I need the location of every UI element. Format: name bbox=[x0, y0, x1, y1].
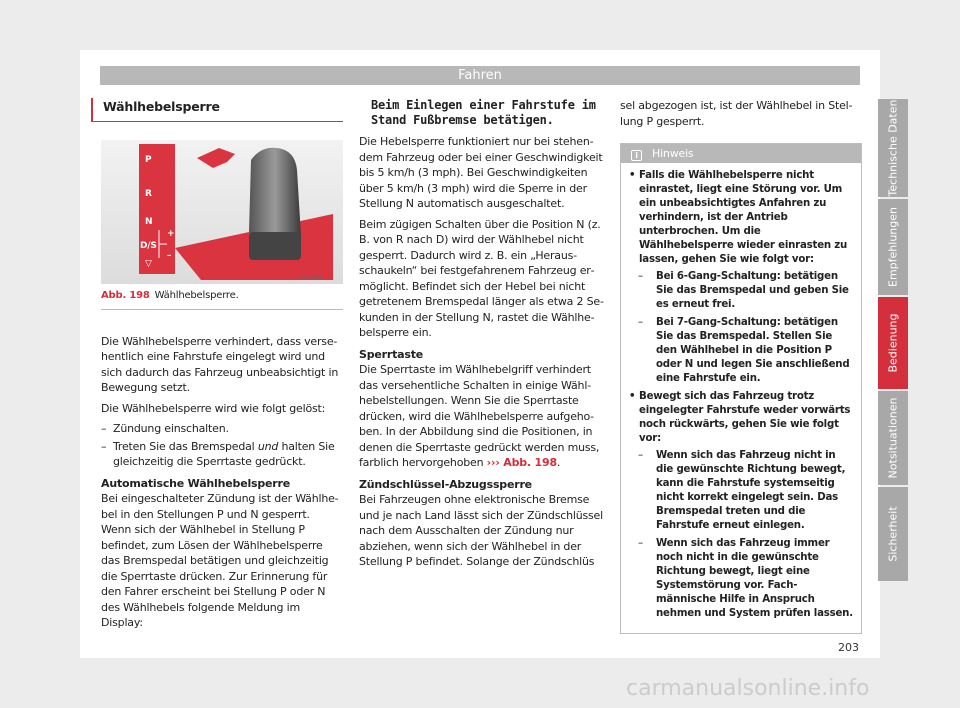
figure-caption-text: Wählhebelsperre. bbox=[154, 290, 239, 301]
gear-boot bbox=[249, 232, 301, 260]
list-item: – Zündung einschalten. bbox=[101, 421, 343, 437]
hint-bullet: • Falls die Wählhebelsperre nicht einrastet, liegt eine Störung vor. Um ein unbeabsichtigtes Anfahren zu verhindern, ist der Antrieb unterbrochen. Um die Wählhebelsperre wieder einrasten zu lassen, gehen Sie wie folgt vor: bbox=[629, 169, 853, 267]
gear-label-r: R bbox=[145, 189, 152, 199]
paragraph: Die Hebelsperre funktioniert nur bei stehendem Fahrzeug oder bei einer Geschwindigkeit bis 5 km/h (3 mph). Bei Geschwindigkeiten über 5 km/h (3 mph) wird die Sperre in der Stellung N automatisch ausgeschaltet. bbox=[359, 135, 603, 210]
hint-header bbox=[621, 144, 861, 163]
figure-label: Abb. 198 bbox=[101, 290, 150, 301]
paragraph: Die Wählhebelsperre verhindert, dass versehentlich eine Fahrstufe eingelegt wird und sich dadurch das Fahrzeug unbeabsichtigt in Bewegung setzt. bbox=[101, 334, 339, 394]
tab-notsituationen[interactable]: Notsituationen bbox=[878, 391, 908, 485]
gear-label-minus: – bbox=[167, 251, 172, 261]
paragraph: Bei Fahrzeugen ohne elektronische Bremse und je nach Land lässt sich der Zündschlüssel nach dem Ausschalten der Zündung nur abziehen, wenn sich der Wählhebel in der Stellung P befindet. Solange der Zündschlüs bbox=[359, 493, 603, 568]
chapter-header: Fahren bbox=[100, 66, 860, 85]
figure-gear-selector bbox=[101, 140, 343, 284]
display-message: Beim Einlegen einer Fahrstufe im Stand Fußbremse betätigen. bbox=[371, 98, 596, 127]
paragraph: Die Sperrtaste im Wählhebelgriff verhindert das versehentliche Schalten in einige Wählhebelstellungen. Wenn Sie die Sperrtaste drücken, wird die Wählhebelsperre aufgehoben. In der Abbildung sind die Positionen, in denen die Sperrtaste gedrückt werden muss, farblich hervorgehoben ››› Abb. 198. bbox=[359, 363, 600, 469]
subheading: Zündschlüssel-Abzugssperre bbox=[359, 477, 532, 491]
watermark: carmanualsonline.info bbox=[626, 676, 870, 701]
hint-title: Hinweis bbox=[652, 147, 694, 160]
tab-bedienung[interactable]: Bedienung bbox=[878, 297, 908, 389]
column-1 bbox=[101, 98, 343, 636]
tab-empfehlungen[interactable]: Empfehlungen bbox=[878, 199, 908, 295]
info-icon: i bbox=[631, 150, 642, 161]
section-title: Wählhebelsperre bbox=[91, 98, 343, 122]
hint-body bbox=[621, 163, 861, 633]
paragraph: Bei eingeschalteter Zündung ist der Wählhebel in den Stellungen P und N gesperrt. Wenn sich der Wählhebel in Stellung P befindet, zum Lösen der Wählhebelsperre das Bremspedal betätigen und gleichzeitig die Sperrtaste drücken. Zur Erinnerung für den Fahrer erscheint bei Stellung P oder N des Wählhebels folgende Meldung im Display: bbox=[101, 492, 339, 629]
gear-label-tip: ▽ bbox=[145, 259, 152, 269]
subheading: Automatische Wählhebelsperre bbox=[101, 476, 291, 490]
hint-bullet: • Bewegt sich das Fahrzeug trotz eingelegter Fahrstufe weder vorwärts noch rückwärts, gehen Sie wie folgt vor: bbox=[629, 390, 853, 446]
gear-label-plus: + bbox=[167, 229, 175, 239]
tab-technische-daten[interactable]: Technische Daten bbox=[878, 99, 908, 197]
column-3 bbox=[620, 98, 862, 634]
hint-sub-item: – Bei 6-Gang-Schaltung: betätigen Sie das Bremspedal und geben Sie es erneut frei. bbox=[629, 270, 853, 312]
list-item: – Treten Sie das Bremspedal und halten Sie gleichzeitig die Sperrtaste gedrückt. bbox=[101, 439, 343, 470]
hint-sub-item: – Wenn sich das Fahrzeug immer noch nicht in die gewünschte Richtung bewegt, liegt eine Systemstörung vor. Fachmännische Hilfe in Anspruch nehmen und System prüfen lassen. bbox=[629, 537, 853, 621]
hint-sub-item: – Bei 7-Gang-Schaltung: betätigen Sie das Bremspedal. Stellen Sie den Wählhebel in die Position P oder N und legen Sie anschließend eine Fahrstufe ein. bbox=[629, 316, 853, 386]
hint-box bbox=[620, 143, 862, 634]
tab-sicherheit[interactable]: Sicherheit bbox=[878, 487, 908, 581]
gear-knob bbox=[249, 148, 301, 246]
hint-sub-item: – Wenn sich das Fahrzeug nicht in die gewünschte Richtung bewegt, kann die Fahrstufe systemseitig nicht korrekt eingelegt sein. Das Bremspedal treten und die Fahrstufe erneut einlegen. bbox=[629, 449, 853, 533]
page-number: 203 bbox=[838, 641, 859, 654]
gear-label-n: N bbox=[145, 217, 153, 227]
figure-code: B5T-0010 bbox=[299, 275, 322, 281]
paragraph: Beim zügigen Schalten über die Position N (z. B. von R nach D) wird der Wählhebel nicht gesperrt. Dadurch wird z. B. ein „Herausschaukeln“ bei festgefahrenem Fahrzeug ermöglicht. Befindet sich der Hebel bei nicht getretenem Bremspedal länger als etwa 2 Sekunden in der Stellung N, rastet die Wählhebelsperre ein. bbox=[359, 217, 604, 339]
gear-selector-illustration bbox=[101, 140, 343, 284]
figure-reference-link[interactable]: ››› Abb. 198 bbox=[486, 456, 557, 469]
paragraph: sel abgezogen ist, ist der Wählhebel in Stellung P gesperrt. bbox=[620, 99, 853, 128]
gear-label-ds: D/S bbox=[140, 241, 157, 251]
gear-label-p: P bbox=[145, 155, 152, 165]
figure-caption bbox=[101, 288, 343, 310]
paragraph: Die Wählhebelsperre wird wie folgt gelöst: bbox=[101, 401, 326, 415]
column-2 bbox=[359, 98, 604, 575]
subheading: Sperrtaste bbox=[359, 347, 424, 361]
